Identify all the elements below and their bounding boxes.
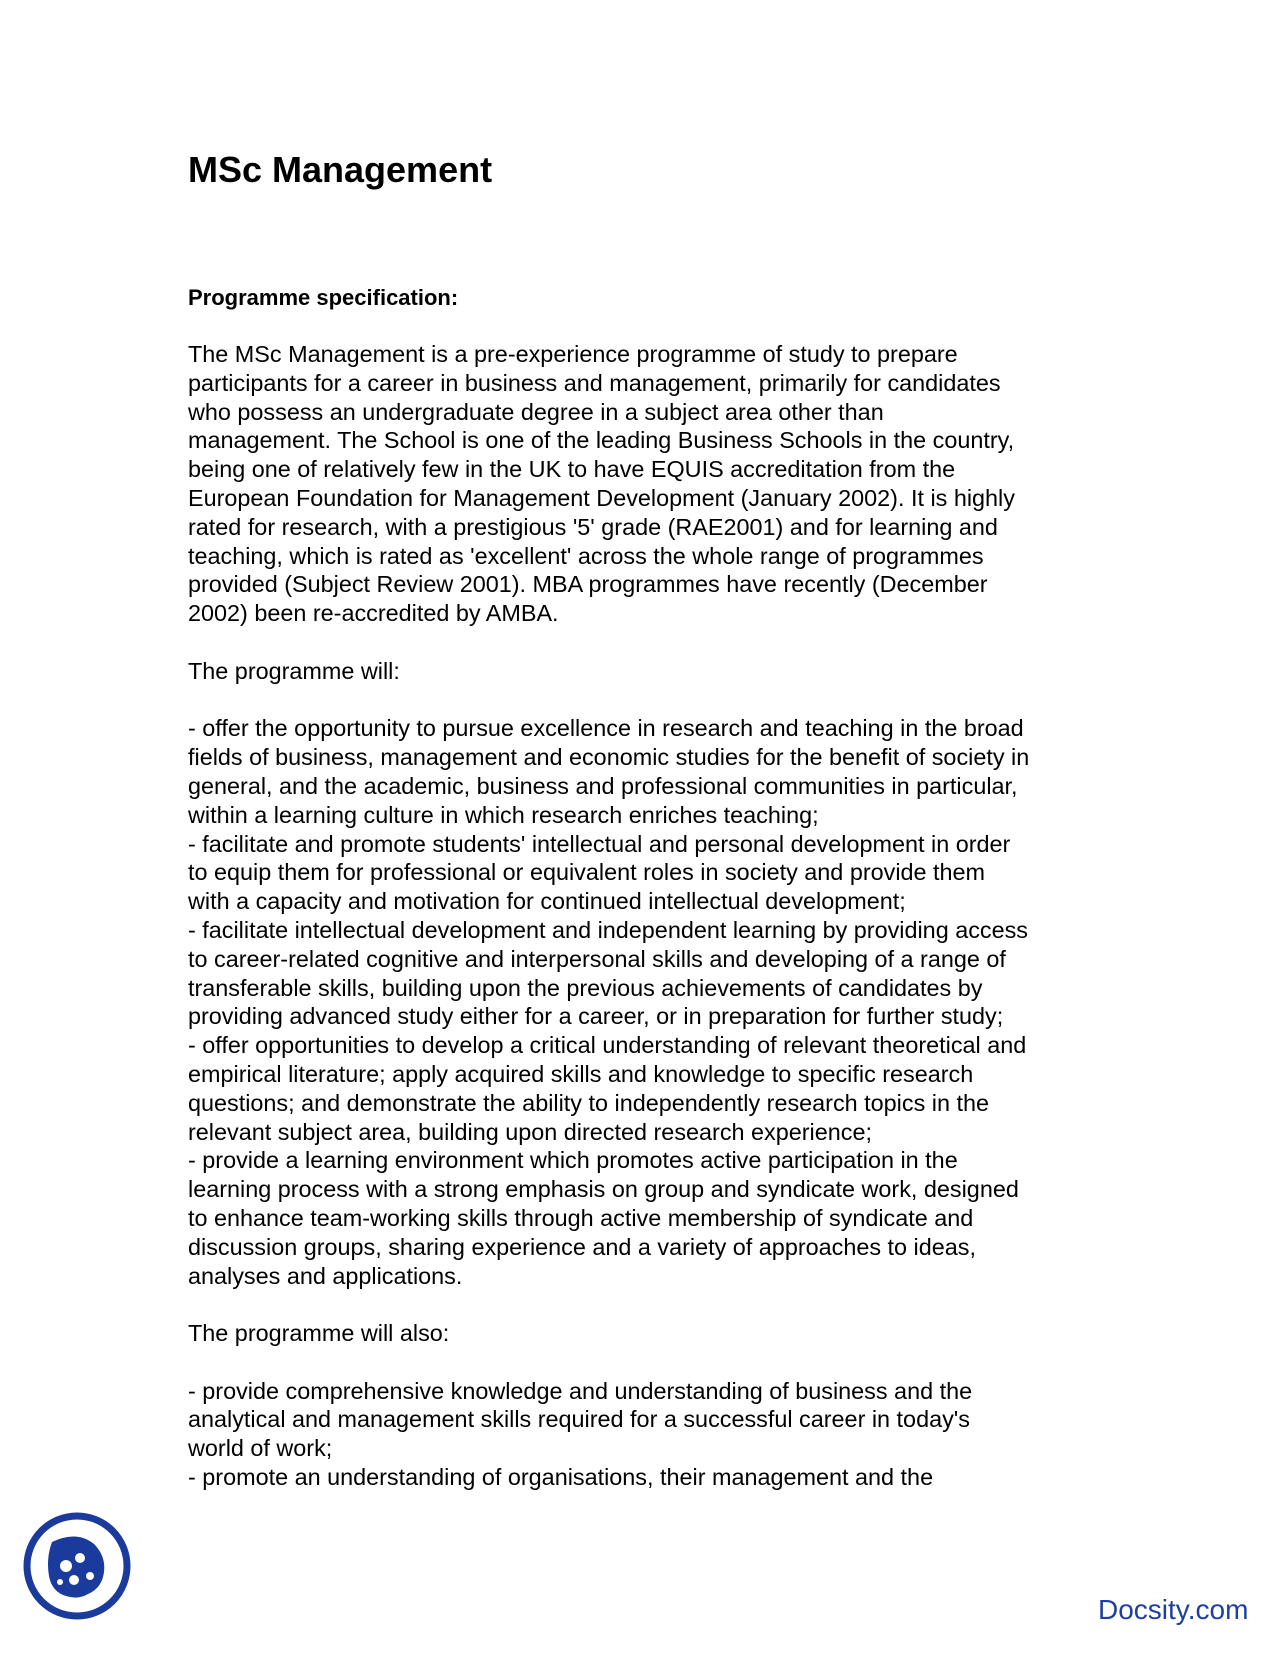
programme-will-line: - offer the opportunity to pursue excellence in research and teaching in the broad [188, 715, 1024, 742]
page-title: MSc Management [188, 149, 493, 190]
intro-line: management. The School is one of the leading Business Schools in the country, [188, 427, 1015, 454]
document-page [188, 148, 1198, 192]
programme-also-line: world of work; [188, 1435, 333, 1462]
programme-will-line: within a learning culture in which research enriches teaching; [188, 801, 819, 828]
programme-also-list [188, 1377, 1198, 1492]
programme-will-line: to equip them for professional or equivalent roles in society and provide them [188, 859, 986, 886]
intro-line: who possess an undergraduate degree in a subject area other than [188, 398, 884, 425]
programme-will-line: with a capacity and motivation for continued intellectual development; [188, 888, 906, 915]
programme-will-line: to enhance team-working skills through active membership of syndicate and [188, 1204, 974, 1231]
intro-line: provided (Subject Review 2001). MBA programmes have recently (December [188, 571, 988, 598]
intro-line: participants for a career in business and management, primarily for candidates [188, 369, 1001, 396]
intro-paragraph [188, 340, 1198, 628]
programme-will-line: questions; and demonstrate the ability to independently research topics in the [188, 1089, 989, 1116]
intro-line: The MSc Management is a pre-experience programme of study to prepare [188, 341, 958, 367]
programme-will-line: empirical literature; apply acquired skills and knowledge to specific research [188, 1060, 974, 1087]
programme-also-line: analytical and management skills required for a successful career in today's [188, 1406, 970, 1433]
intro-line: European Foundation for Management Development (January 2002). It is highly [188, 484, 1015, 511]
section-heading: Programme specification: [188, 285, 459, 310]
programme-will-line: fields of business, management and economic studies for the benefit of society in [188, 744, 1030, 771]
programme-will-line: to career-related cognitive and interpersonal skills and developing of a range of [188, 945, 1006, 972]
programme-will-line: transferable skills, building upon the previous achievements of candidates by [188, 974, 983, 1001]
intro-line: teaching, which is rated as 'excellent' across the whole range of programmes [188, 542, 984, 569]
programme-will-line: - offer opportunities to develop a critical understanding of relevant theoretical and [188, 1032, 1027, 1059]
programme-also-heading: The programme will also: [188, 1320, 450, 1347]
programme-will-line: general, and the academic, business and professional communities in particular, [188, 772, 1018, 799]
programme-will-list [188, 714, 1198, 1290]
programme-will-line: - provide a learning environment which promotes active participation in the [188, 1147, 958, 1174]
intro-line: being one of relatively few in the UK to have EQUIS accreditation from the [188, 456, 956, 483]
document-body [188, 340, 1198, 1521]
intro-line: 2002) been re-accredited by AMBA. [188, 600, 559, 627]
programme-will-heading: The programme will: [188, 657, 400, 684]
programme-also-line: - provide comprehensive knowledge and understanding of business and the [188, 1377, 973, 1404]
programme-will-line: - facilitate intellectual development and independent learning by providing access [188, 916, 1028, 943]
programme-will-line: - facilitate and promote students' intellectual and personal development in order [188, 830, 1011, 857]
docsity-brand-link[interactable]: Docsity.com [1098, 1594, 1249, 1625]
programme-will-line: providing advanced study either for a career, or in preparation for further study; [188, 1003, 1004, 1030]
programme-will-line: learning process with a strong emphasis on group and syndicate work, designed [188, 1176, 1019, 1203]
programme-also-line: - promote an understanding of organisations, their management and the [188, 1464, 934, 1491]
programme-will-line: discussion groups, sharing experience and a variety of approaches to ideas, [188, 1233, 976, 1260]
programme-will-line: analyses and applications. [188, 1262, 463, 1289]
intro-line: rated for research, with a prestigious '5' grade (RAE2001) and for learning and [188, 513, 998, 540]
programme-will-line: relevant subject area, building upon directed research experience; [188, 1118, 872, 1145]
docsity-logo-icon[interactable] [22, 1510, 132, 1622]
